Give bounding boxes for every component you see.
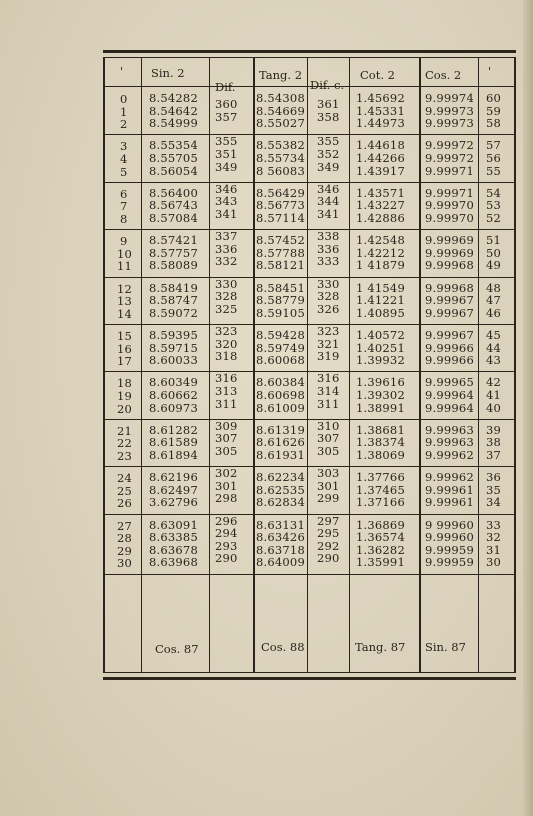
cot-cell: 1.44973 xyxy=(356,116,405,131)
cos-cell: 9.99964 xyxy=(425,388,474,402)
difc-cell: 326 xyxy=(317,301,340,316)
cos-cell: 9.99963 xyxy=(425,435,474,450)
tang-cell: 8.61931 xyxy=(256,448,305,462)
cos-cell: 9.99964 xyxy=(425,400,474,415)
sin-cell: 8.63678 xyxy=(149,542,198,557)
sin-cell: 8.59715 xyxy=(149,340,198,355)
tang-cell: 8.60384 xyxy=(256,375,305,390)
sin-cell: 8.55705 xyxy=(149,151,198,165)
cot-cell: 1.37465 xyxy=(356,482,405,497)
minute-right-cell: 49 xyxy=(486,258,502,273)
minute-right-cell: 60 xyxy=(486,91,502,105)
difc-cell: 338 xyxy=(317,229,340,244)
cot-cell: 1.39932 xyxy=(356,353,405,368)
header-minute-left: ' xyxy=(120,64,124,78)
page-gutter xyxy=(523,0,533,816)
sin-cell: 8.60349 xyxy=(149,375,198,390)
dif-cell: 343 xyxy=(215,194,238,209)
tang-cell: 8.63426 xyxy=(256,530,305,545)
header-rule xyxy=(253,86,419,87)
cos-cell: 9.99965 xyxy=(425,375,474,390)
tang-cell: 8.57452 xyxy=(256,233,305,248)
minute-left-cell: 10 xyxy=(117,246,133,261)
tang-cell: 8.55027 xyxy=(256,116,305,131)
dif-cell: 294 xyxy=(215,526,238,541)
col-rule xyxy=(209,58,210,672)
cot-cell: 1.36282 xyxy=(356,542,405,557)
minute-right-cell: 39 xyxy=(486,422,502,437)
cos-cell: 9.99959 xyxy=(425,555,474,570)
minute-left-cell: 28 xyxy=(117,531,133,546)
minute-left-cell: 1 xyxy=(120,104,128,119)
dif-cell: 320 xyxy=(215,336,238,351)
tang-cell: 8.61319 xyxy=(256,422,305,437)
header-sin: Sin. 2 xyxy=(151,66,185,80)
cot-cell: 1.39616 xyxy=(356,375,405,390)
cot-cell: 1.43227 xyxy=(356,198,405,213)
difc-cell: 355 xyxy=(317,134,340,149)
table-right-border xyxy=(514,58,516,672)
cot-cell: 1.38069 xyxy=(356,448,405,462)
minute-right-cell: 59 xyxy=(486,103,502,118)
difc-cell: 319 xyxy=(317,349,340,364)
difc-cell: 328 xyxy=(317,289,340,304)
cos-cell: 9.99966 xyxy=(425,353,474,368)
dif-cell: 307 xyxy=(215,431,238,446)
trig-log-table xyxy=(103,50,516,678)
cot-cell: 1.44618 xyxy=(356,138,405,153)
minute-left-cell: 15 xyxy=(117,329,133,343)
cos-cell: 9.99967 xyxy=(425,305,474,320)
minute-right-cell: 43 xyxy=(486,353,502,368)
minute-left-cell: 22 xyxy=(117,436,133,451)
sin-cell: 8.56743 xyxy=(149,198,198,213)
sin-cell: 8.63091 xyxy=(149,517,198,532)
cos-cell: 9.99972 xyxy=(425,138,474,153)
group-rule xyxy=(419,514,516,515)
cos-cell: 9.99973 xyxy=(425,103,474,118)
minute-left-cell: 24 xyxy=(117,471,133,486)
cos-cell: 9.99969 xyxy=(425,233,474,248)
group-rule xyxy=(419,574,516,575)
cos-cell: 9.99962 xyxy=(425,448,474,462)
cos-cell: 9.99970 xyxy=(425,198,474,213)
minute-right-cell: 42 xyxy=(486,375,502,390)
header-cot: Cot. 2 xyxy=(360,68,395,82)
minute-right-cell: 53 xyxy=(486,198,502,213)
header-tang: Tang. 2 xyxy=(259,68,303,82)
cot-cell: 1.38991 xyxy=(356,400,405,415)
dif-cell: 330 xyxy=(215,276,238,291)
tang-cell: 8.59428 xyxy=(256,328,305,342)
minute-left-cell: 5 xyxy=(120,164,128,179)
tang-cell: 8.59105 xyxy=(256,305,305,320)
minute-left-cell: 13 xyxy=(117,294,133,309)
tang-cell: 8.58451 xyxy=(256,280,305,295)
difc-cell: 358 xyxy=(317,109,340,124)
sin-cell: 8.58747 xyxy=(149,293,198,308)
minute-right-cell: 33 xyxy=(486,517,502,532)
minute-left-cell: 27 xyxy=(117,518,133,533)
tang-cell: 8.62535 xyxy=(256,482,305,497)
tang-cell: 8.56773 xyxy=(256,198,305,213)
cos-cell: 9.99967 xyxy=(425,328,474,342)
minute-right-cell: 30 xyxy=(486,555,502,570)
minute-left-cell: 17 xyxy=(117,354,133,369)
tang-cell: 8.55734 xyxy=(256,151,305,165)
cot-cell: 1.45331 xyxy=(356,103,405,118)
tang-cell: 8.59749 xyxy=(256,340,305,355)
tang-cell: 8.61626 xyxy=(256,435,305,450)
minute-left-cell: 9 xyxy=(120,234,128,249)
group-rule xyxy=(419,419,516,420)
minute-right-cell: 31 xyxy=(486,542,502,557)
sin-cell: 8.61894 xyxy=(149,448,198,462)
cot-cell: 1.36869 xyxy=(356,517,405,532)
tang-cell: 8.60698 xyxy=(256,388,305,402)
header-minute-right: ' xyxy=(488,64,492,78)
cos-cell: 9.99972 xyxy=(425,151,474,165)
dif-cell: 336 xyxy=(215,241,238,256)
difc-cell: 310 xyxy=(317,418,340,433)
difc-cell: 330 xyxy=(317,276,340,291)
minute-right-cell: 40 xyxy=(486,400,502,415)
dif-cell: 341 xyxy=(215,207,238,221)
group-rule xyxy=(103,574,253,575)
dif-cell: 309 xyxy=(215,418,238,433)
dif-cell: 323 xyxy=(215,324,238,338)
minute-right-cell: 38 xyxy=(486,435,502,450)
group-rule xyxy=(419,371,516,372)
minute-right-cell: 54 xyxy=(486,185,502,200)
minute-right-cell: 35 xyxy=(486,482,502,497)
sin-cell: 8.62196 xyxy=(149,470,198,485)
col-rule xyxy=(349,58,350,672)
minute-right-cell: 52 xyxy=(486,211,502,225)
col-rule xyxy=(253,58,255,672)
cot-cell: 1.41221 xyxy=(356,293,405,308)
difc-cell: 307 xyxy=(317,431,340,446)
footer-sin: Cos. 87 xyxy=(155,642,199,656)
difc-cell: 290 xyxy=(317,551,340,566)
tang-cell: 8.63718 xyxy=(256,542,305,557)
dif-cell: 349 xyxy=(215,159,238,174)
difc-cell: 349 xyxy=(317,159,340,174)
cot-cell: 1.44266 xyxy=(356,151,405,165)
cot-cell: 1.36574 xyxy=(356,530,405,545)
table-bottom-rule xyxy=(103,672,516,680)
minute-left-cell: 26 xyxy=(117,496,133,511)
difc-cell: 333 xyxy=(317,254,340,269)
cot-cell: 1.43571 xyxy=(356,185,405,200)
difc-cell: 314 xyxy=(317,384,340,398)
dif-cell: 346 xyxy=(215,181,238,196)
minute-left-cell: 7 xyxy=(120,199,128,214)
tang-cell: 8.58779 xyxy=(256,293,305,308)
tang-cell: 8.61009 xyxy=(256,400,305,415)
minute-right-cell: 51 xyxy=(486,233,502,248)
minute-left-cell: 19 xyxy=(117,389,133,403)
cos-cell: 9.99968 xyxy=(425,280,474,295)
cos-cell: 9.99960 xyxy=(425,530,474,545)
minute-right-cell: 44 xyxy=(486,340,502,355)
minute-right-cell: 48 xyxy=(486,280,502,295)
cot-cell: 1.42212 xyxy=(356,245,405,260)
tang-cell: 8.54308 xyxy=(256,91,305,105)
minute-left-cell: 16 xyxy=(117,341,133,356)
difc-cell: 316 xyxy=(317,371,340,386)
header-difc: Dif. c. xyxy=(310,78,345,92)
header-cos: Cos. 2 xyxy=(425,68,462,82)
cos-cell: 9.99966 xyxy=(425,340,474,355)
col-rule xyxy=(419,58,421,672)
dif-cell: 305 xyxy=(215,444,238,458)
sin-cell: 8.57421 xyxy=(149,233,198,248)
sin-cell: 8.58419 xyxy=(149,280,198,295)
minute-left-cell: 2 xyxy=(120,117,128,132)
cos-cell: 9 99960 xyxy=(425,517,474,532)
minute-left-cell: 4 xyxy=(120,152,128,166)
cos-cell: 9.99970 xyxy=(425,211,474,225)
sin-cell: 3.62796 xyxy=(149,495,198,510)
cos-cell: 9.99963 xyxy=(425,422,474,437)
cos-cell: 9.99971 xyxy=(425,185,474,200)
minute-right-cell: 37 xyxy=(486,448,502,462)
tang-cell: 8.60068 xyxy=(256,353,305,368)
tang-cell: 8.54669 xyxy=(256,103,305,118)
difc-cell: 352 xyxy=(317,147,340,161)
cot-cell: 1.37766 xyxy=(356,470,405,485)
cot-cell: 1.45692 xyxy=(356,91,405,105)
sin-cell: 8.60973 xyxy=(149,400,198,415)
minute-right-cell: 36 xyxy=(486,470,502,485)
minute-left-cell: 20 xyxy=(117,401,133,416)
minute-left-cell: 12 xyxy=(117,281,133,296)
tang-cell: 8.64009 xyxy=(256,555,305,570)
col-rule xyxy=(478,58,479,672)
sin-cell: 8.62497 xyxy=(149,482,198,497)
difc-cell: 311 xyxy=(317,396,340,411)
minute-right-cell: 32 xyxy=(486,530,502,545)
cos-cell: 9.99974 xyxy=(425,91,474,105)
tang-cell: 8.63131 xyxy=(256,517,305,532)
cot-cell: 1.42886 xyxy=(356,211,405,225)
minute-right-cell: 57 xyxy=(486,138,502,153)
dif-cell: 290 xyxy=(215,551,238,566)
header-rule xyxy=(419,86,516,87)
dif-cell: 313 xyxy=(215,384,238,398)
dif-cell: 296 xyxy=(215,513,238,528)
cos-cell: 9.99959 xyxy=(425,542,474,557)
footer-cos: Sin. 87 xyxy=(425,640,466,654)
sin-cell: 8.58089 xyxy=(149,258,198,273)
minute-left-cell: 21 xyxy=(117,423,133,438)
minute-right-cell: 46 xyxy=(486,305,502,320)
difc-cell: 299 xyxy=(317,491,340,506)
cos-cell: 9.99962 xyxy=(425,470,474,485)
cos-cell: 9.99971 xyxy=(425,163,474,178)
dif-cell: 318 xyxy=(215,349,238,364)
sin-cell: 8.60662 xyxy=(149,388,198,402)
header-dif: Dif. xyxy=(215,80,236,94)
minute-right-cell: 50 xyxy=(486,245,502,260)
minute-right-cell: 56 xyxy=(486,151,502,165)
difc-cell: 361 xyxy=(317,97,340,111)
minute-left-cell: 0 xyxy=(120,92,128,106)
dif-cell: 311 xyxy=(215,396,238,411)
minute-right-cell: 58 xyxy=(486,116,502,131)
tang-cell: 8.57788 xyxy=(256,245,305,260)
difc-cell: 323 xyxy=(317,324,340,338)
difc-cell: 341 xyxy=(317,207,340,221)
group-rule xyxy=(419,466,516,467)
group-rule xyxy=(419,277,516,278)
cos-cell: 9.99973 xyxy=(425,116,474,131)
dif-cell: 332 xyxy=(215,254,238,269)
dif-cell: 325 xyxy=(215,301,238,316)
cot-cell: 1.37166 xyxy=(356,495,405,510)
cot-cell: 1.38374 xyxy=(356,435,405,450)
minute-left-cell: 29 xyxy=(117,543,133,558)
sin-cell: 8.57084 xyxy=(149,211,198,225)
minute-left-cell: 8 xyxy=(120,212,128,226)
cos-cell: 9.99968 xyxy=(425,258,474,273)
cot-cell: 1.38681 xyxy=(356,422,405,437)
dif-cell: 355 xyxy=(215,134,238,149)
dif-cell: 357 xyxy=(215,109,238,124)
dif-cell: 316 xyxy=(215,371,238,386)
difc-cell: 346 xyxy=(317,181,340,196)
minute-left-cell: 11 xyxy=(117,259,133,274)
cot-cell: 1 41549 xyxy=(356,280,405,295)
sin-cell: 8.59072 xyxy=(149,305,198,320)
cos-cell: 9.99961 xyxy=(425,482,474,497)
dif-cell: 337 xyxy=(215,229,238,244)
minute-left-cell: 30 xyxy=(117,556,133,571)
tang-cell: 8.62234 xyxy=(256,470,305,485)
dif-cell: 351 xyxy=(215,147,238,161)
group-rule xyxy=(419,229,516,230)
dif-cell: 360 xyxy=(215,97,238,111)
group-rule xyxy=(419,324,516,325)
difc-cell: 305 xyxy=(317,444,340,458)
cos-cell: 9.99969 xyxy=(425,245,474,260)
difc-cell: 297 xyxy=(317,513,340,528)
cot-cell: 1.40572 xyxy=(356,328,405,342)
minute-left-cell: 18 xyxy=(117,376,133,391)
dif-cell: 293 xyxy=(215,538,238,553)
minute-right-cell: 34 xyxy=(486,495,502,510)
cot-cell: 1.35991 xyxy=(356,555,405,570)
cot-cell: 1 41879 xyxy=(356,258,405,273)
col-rule xyxy=(141,58,142,672)
minute-right-cell: 41 xyxy=(486,388,502,402)
cos-cell: 9.99961 xyxy=(425,495,474,510)
minute-right-cell: 55 xyxy=(486,163,502,178)
header-rule xyxy=(103,86,253,87)
sin-cell: 8.54999 xyxy=(149,116,198,131)
cot-cell: 1.39302 xyxy=(356,388,405,402)
tang-cell: 8.58121 xyxy=(256,258,305,273)
sin-cell: 8.59395 xyxy=(149,328,198,342)
tang-cell: 8.55382 xyxy=(256,138,305,153)
table-left-border xyxy=(103,58,105,672)
footer-tang: Cos. 88 xyxy=(261,640,305,654)
group-rule xyxy=(419,134,516,135)
sin-cell: 8.60033 xyxy=(149,353,198,368)
tang-cell: 8 56083 xyxy=(256,163,305,178)
sin-cell: 8.63385 xyxy=(149,530,198,545)
dif-cell: 298 xyxy=(215,491,238,506)
sin-cell: 8.54282 xyxy=(149,91,198,105)
minute-right-cell: 47 xyxy=(486,293,502,308)
sin-cell: 8.54642 xyxy=(149,103,198,118)
sin-cell: 8.61282 xyxy=(149,422,198,437)
tang-cell: 8.62834 xyxy=(256,495,305,510)
sin-cell: 8.56400 xyxy=(149,185,198,200)
difc-cell: 292 xyxy=(317,538,340,553)
sin-cell: 8.63968 xyxy=(149,555,198,570)
difc-cell: 301 xyxy=(317,478,340,493)
group-rule xyxy=(253,574,419,575)
tang-cell: 8.57114 xyxy=(256,211,305,225)
difc-cell: 295 xyxy=(317,526,340,541)
cot-cell: 1.40895 xyxy=(356,305,405,320)
minute-right-cell: 45 xyxy=(486,328,502,342)
footer-cot: Tang. 87 xyxy=(355,640,406,654)
minute-left-cell: 6 xyxy=(120,186,128,201)
difc-cell: 336 xyxy=(317,241,340,256)
sin-cell: 8.56054 xyxy=(149,163,198,178)
difc-cell: 303 xyxy=(317,466,340,481)
col-rule xyxy=(307,58,308,672)
group-rule xyxy=(419,182,516,183)
tang-cell: 8.56429 xyxy=(256,185,305,200)
dif-cell: 328 xyxy=(215,289,238,304)
difc-cell: 344 xyxy=(317,194,340,209)
sin-cell: 8.57757 xyxy=(149,245,198,260)
difc-cell: 321 xyxy=(317,336,340,351)
minute-left-cell: 14 xyxy=(117,306,133,321)
cos-cell: 9.99967 xyxy=(425,293,474,308)
cot-cell: 1.40251 xyxy=(356,340,405,355)
minute-left-cell: 23 xyxy=(117,449,133,463)
cot-cell: 1.42548 xyxy=(356,233,405,248)
table-top-rule xyxy=(103,50,516,58)
minute-left-cell: 25 xyxy=(117,483,133,498)
cot-cell: 1.43917 xyxy=(356,163,405,178)
dif-cell: 302 xyxy=(215,466,238,481)
dif-cell: 301 xyxy=(215,478,238,493)
sin-cell: 8.61589 xyxy=(149,435,198,450)
sin-cell: 8.55354 xyxy=(149,138,198,153)
minute-left-cell: 3 xyxy=(120,139,128,154)
